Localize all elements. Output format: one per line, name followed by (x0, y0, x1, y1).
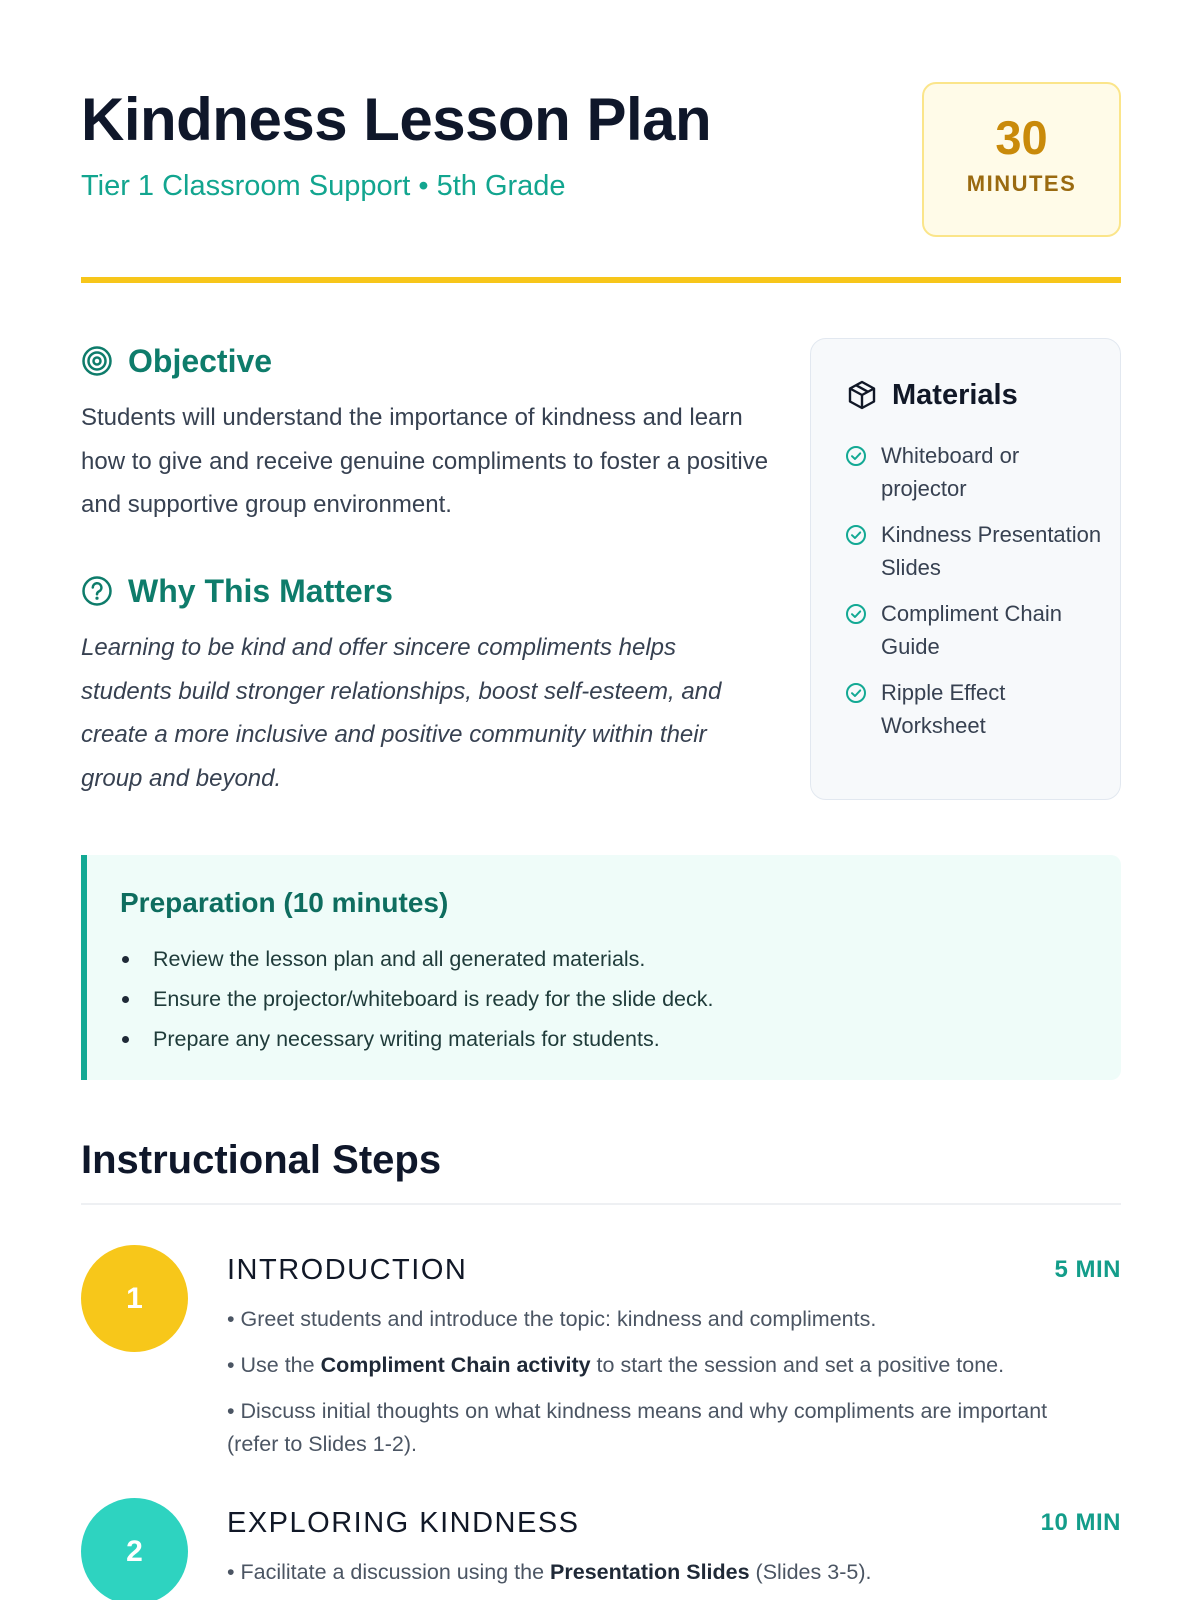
objective-heading-row (81, 341, 272, 381)
step-title: INTRODUCTION (227, 1254, 468, 1286)
emphasis: Compliment Chain activity (320, 1353, 591, 1377)
step-duration: 10 MIN (1040, 1509, 1121, 1536)
duration-value: 30 (995, 111, 1048, 164)
material-item (845, 676, 1105, 742)
step-number-badge: 1 (81, 1245, 188, 1352)
step-line: • Facilitate a discussion using the Presentation Slides (Slides 3-5). (227, 1560, 872, 1584)
check-circle-icon (845, 682, 867, 704)
preparation-list (120, 939, 714, 1059)
step-line: • Greet students and introduce the topic: kindness and compliments. (227, 1307, 877, 1331)
preparation-heading: Preparation (10 minutes) (120, 887, 449, 918)
step-details (227, 1303, 1087, 1474)
step-line: • Use the Compliment Chain activity to start the session and set a positive tone. (227, 1353, 1005, 1377)
preparation-item: Ensure the projector/whiteboard is ready for the slide deck. (120, 979, 714, 1019)
header-divider (81, 277, 1121, 283)
materials-heading: Materials (892, 379, 1018, 411)
material-item (845, 439, 1105, 505)
emphasis: Presentation Slides (550, 1560, 750, 1584)
target-icon (81, 345, 113, 377)
page-title: Kindness Lesson Plan (81, 86, 712, 153)
duration-badge (922, 82, 1121, 237)
materials-card (810, 338, 1121, 800)
question-circle-icon (81, 575, 113, 607)
step-details (227, 1556, 1087, 1600)
check-circle-icon (845, 524, 867, 546)
preparation-callout (81, 855, 1121, 1080)
material-label: Whiteboard or projector (881, 443, 1020, 501)
preparation-item: Prepare any necessary writing materials for students. (120, 1019, 714, 1059)
objective-heading: Objective (128, 343, 273, 379)
duration-unit: MINUTES (966, 171, 1077, 196)
material-label: Kindness Presentation Slides (881, 522, 1102, 580)
materials-heading-row (846, 377, 1018, 413)
step-line: • Discuss initial thoughts on what kindness means and why compliments are important (refer to Slides 1-2). (227, 1399, 1048, 1456)
page-subtitle: Tier 1 Classroom Support • 5th Grade (81, 170, 566, 202)
why-heading: Why This Matters (128, 573, 393, 609)
step-number-badge: 2 (81, 1498, 188, 1600)
preparation-item: Review the lesson plan and all generated materials. (120, 939, 714, 979)
box-icon (846, 379, 878, 411)
steps-divider (81, 1203, 1121, 1205)
check-circle-icon (845, 603, 867, 625)
materials-list (845, 439, 1105, 755)
material-item (845, 518, 1105, 584)
lesson-header (81, 80, 1121, 240)
material-label: Ripple Effect Worksheet (881, 680, 1006, 738)
why-text: Learning to be kind and offer sincere compliments helps students build stronger relationships, boost self-esteem, and create a more inclusive and positive community within their group and beyond. (81, 634, 722, 792)
material-label: Compliment Chain Guide (881, 601, 1062, 659)
steps-heading: Instructional Steps (81, 1138, 442, 1182)
material-item (845, 597, 1105, 663)
step-duration: 5 MIN (1054, 1256, 1121, 1283)
why-heading-row (81, 571, 393, 611)
objective-text: Students will understand the importance of kindness and learn how to give and receive genuine compliments to foster a positive and supportive group environment. (81, 404, 769, 518)
check-circle-icon (845, 445, 867, 467)
step-title: EXPLORING KINDNESS (227, 1507, 580, 1539)
